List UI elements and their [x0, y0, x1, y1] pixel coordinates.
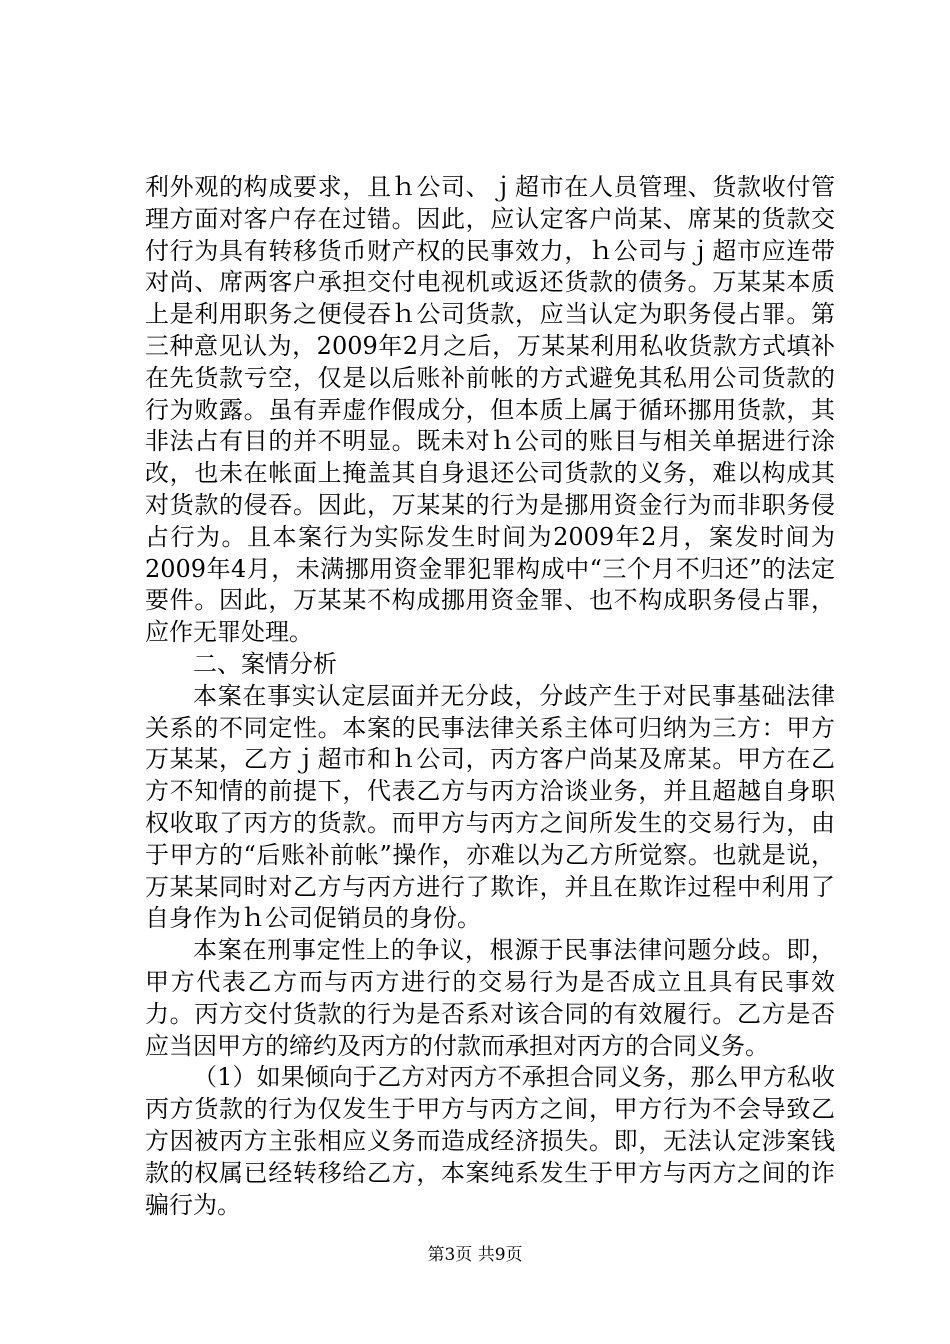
- paragraph-fact-analysis: 本案在事实认定层面并无分歧，分歧产生于对民事基础法律关系的不同定性。本案的民事法律关系主体可归纳为三方：甲方万某某，乙方ｊ超市和ｈ公司，丙方客户尚某及席某。甲方在乙方不知情的前提下，代表乙方与丙方洽谈业务，并且超越自身职权收取了丙方的货款。而甲方与丙方之间所发生的交易行为，由于甲方的“后账补前帐”操作，亦难以为乙方所觉察。也就是说，万某某同时对乙方与丙方进行了欺诈，并且在欺诈过程中利用了自身作为ｈ公司促销员的身份。: [145, 681, 835, 933]
- document-body: [145, 172, 835, 1221]
- page-number-label: 第3页 共9页: [427, 1245, 523, 1265]
- page-footer: [0, 1243, 950, 1267]
- section-heading-case-analysis: 二、案情分析: [193, 649, 337, 678]
- paragraph-continuation: 利外观的构成要求，且ｈ公司、ｊ超市在人员管理、货款收付管理方面对客户存在过错。因此，应认定客户尚某、席某的货款交付行为具有转移货币财产权的民事效力，ｈ公司与ｊ超市应连带对尚、席两客户承担交付电视机或返还货款的债务。万某某本质上是利用职务之便侵吞ｈ公司货款，应当认定为职务侵占罪。第三种意见认为，2009年2月之后，万某某利用私收货款方式填补在先货款亏空，仅是以后账补前帐的方式避免其私用公司货款的行为败露。虽有弄虚作假成分，但本质上属于循环挪用货款，其非法占有目的并不明显。既未对ｈ公司的账目与相关单据进行涂改，也未在帐面上掩盖其自身退还公司货款的义务，难以构成其对货款的侵吞。因此，万某某的行为是挪用资金行为而非职务侵占行为。且本案行为实际发生时间为2009年2月，案发时间为2009年4月，未满挪用资金罪犯罪构成中“三个月不归还”的法定要件。因此，万某某不构成挪用资金罪、也不构成职务侵占罪，应作无罪处理。: [145, 173, 835, 647]
- paragraph-criminal-dispute: 本案在刑事定性上的争议，根源于民事法律问题分歧。即，甲方代表乙方而与丙方进行的交易行为是否成立且具有民事效力。丙方交付货款的行为是否系对该合同的有效履行。乙方是否应当因甲方的缔约及丙方的付款而承担对丙方的合同义务。: [145, 936, 835, 1060]
- paragraph-point-one: （1）如果倾向于乙方对丙方不承担合同义务，那么甲方私收丙方货款的行为仅发生于甲方与丙方之间，甲方行为不会导致乙方因被丙方主张相应义务而造成经济损失。即，无法认定涉案钱款的权属已经转移给乙方，本案纯系发生于甲方与丙方之间的诈骗行为。: [145, 1063, 835, 1219]
